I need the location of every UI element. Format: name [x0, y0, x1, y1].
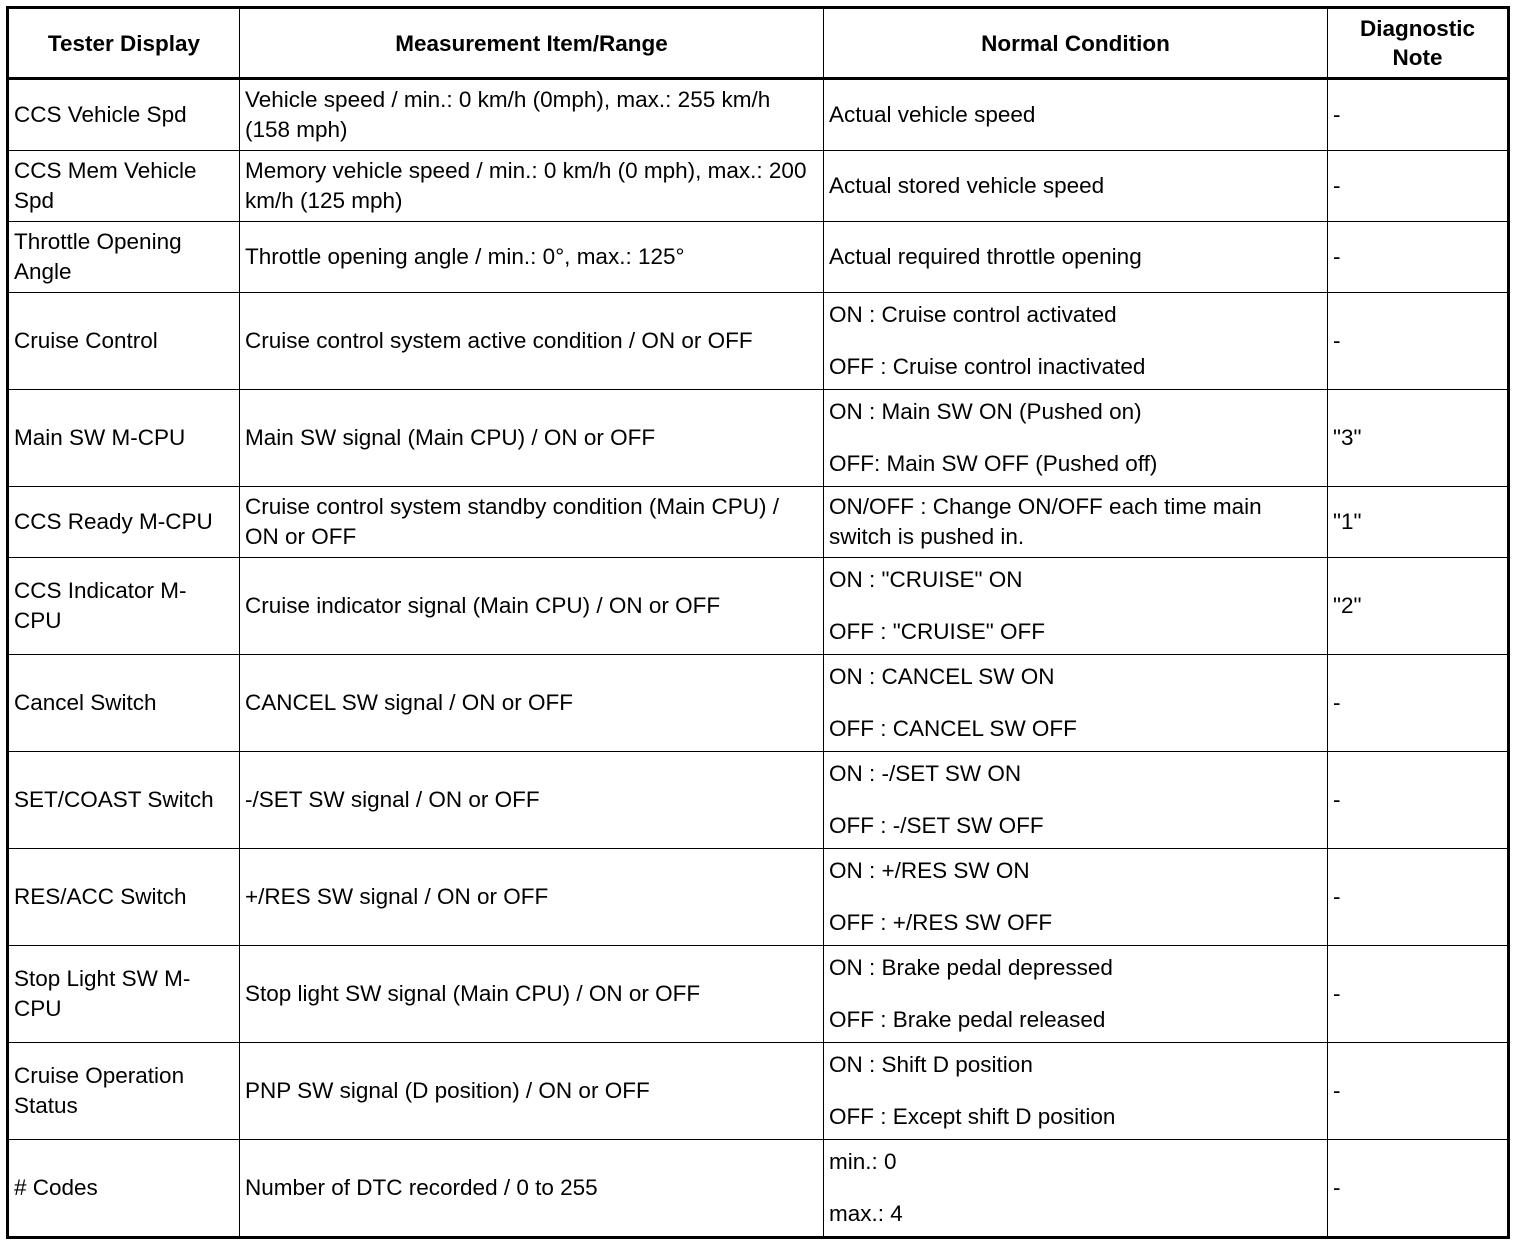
condition-on-text: min.: 0 — [829, 1149, 897, 1174]
measurement-cell: Cruise control system active condition / ON or OFF — [240, 293, 824, 390]
table-row — [8, 946, 1509, 1043]
condition-on-text: ON : +/RES SW ON — [829, 858, 1030, 883]
measurement-cell: Number of DTC recorded / 0 to 255 — [240, 1140, 824, 1238]
diagnostic-note-cell: - — [1328, 1140, 1509, 1238]
measurement-cell: Cruise indicator signal (Main CPU) / ON or OFF — [240, 558, 824, 655]
measurement-cell: Cruise control system standby condition (Main CPU) / ON or OFF — [240, 487, 824, 558]
normal-condition-cell — [824, 1140, 1328, 1238]
diagnostic-note-cell: "3" — [1328, 390, 1509, 487]
header-normal-condition: Normal Condition — [824, 8, 1328, 79]
header-tester-display: Tester Display — [8, 8, 240, 79]
diagnostic-note-cell: - — [1328, 293, 1509, 390]
diagnostic-note-cell: "1" — [1328, 487, 1509, 558]
table-header-row — [8, 8, 1509, 79]
tester-display-cell: Cancel Switch — [8, 655, 240, 752]
condition-off-text: OFF : Except shift D position — [829, 1104, 1116, 1129]
normal-condition-cell: Actual stored vehicle speed — [824, 151, 1328, 222]
measurement-cell: Vehicle speed / min.: 0 km/h (0mph), max.: 255 km/h (158 mph) — [240, 79, 824, 151]
table-row — [8, 558, 1509, 655]
normal-condition-cell — [824, 946, 1328, 1043]
header-diagnostic-note-line2: Note — [1392, 45, 1443, 70]
table-row — [8, 390, 1509, 487]
table-row — [8, 1140, 1509, 1238]
measurement-cell: PNP SW signal (D position) / ON or OFF — [240, 1043, 824, 1140]
normal-condition-cell — [824, 849, 1328, 946]
measurement-cell: Main SW signal (Main CPU) / ON or OFF — [240, 390, 824, 487]
tester-display-cell: Main SW M-CPU — [8, 390, 240, 487]
diagnostic-note-cell: - — [1328, 849, 1509, 946]
diagnostic-note-cell: - — [1328, 655, 1509, 752]
tester-display-cell: Cruise Control — [8, 293, 240, 390]
diagnostic-note-cell: - — [1328, 1043, 1509, 1140]
table-row — [8, 655, 1509, 752]
table-row — [8, 1043, 1509, 1140]
tester-display-cell: SET/COAST Switch — [8, 752, 240, 849]
condition-off-text: OFF : +/RES SW OFF — [829, 910, 1053, 935]
normal-condition-cell: Actual required throttle opening — [824, 222, 1328, 293]
tester-display-cell: CCS Mem Vehicle Spd — [8, 151, 240, 222]
normal-condition-cell — [824, 1043, 1328, 1140]
table-row — [8, 151, 1509, 222]
header-measurement-item: Measurement Item/Range — [240, 8, 824, 79]
normal-condition-cell — [824, 558, 1328, 655]
condition-on-text: ON : CANCEL SW ON — [829, 664, 1055, 689]
table-row — [8, 487, 1509, 558]
measurement-cell: +/RES SW signal / ON or OFF — [240, 849, 824, 946]
normal-condition-cell — [824, 293, 1328, 390]
condition-on-text: ON : Shift D position — [829, 1052, 1033, 1077]
tester-display-cell: CCS Ready M-CPU — [8, 487, 240, 558]
measurement-cell: Throttle opening angle / min.: 0°, max.: 125° — [240, 222, 824, 293]
diagnostic-note-cell: - — [1328, 79, 1509, 151]
tester-display-cell: Cruise Operation Status — [8, 1043, 240, 1140]
tester-display-cell: Throttle Opening Angle — [8, 222, 240, 293]
condition-off-text: max.: 4 — [829, 1201, 903, 1226]
table-row — [8, 79, 1509, 151]
diagnostic-note-cell: "2" — [1328, 558, 1509, 655]
header-diagnostic-note — [1328, 8, 1509, 79]
table-row — [8, 752, 1509, 849]
tester-display-cell: # Codes — [8, 1140, 240, 1238]
header-diagnostic-note-line1: Diagnostic — [1359, 16, 1476, 41]
table-row — [8, 293, 1509, 390]
table-row — [8, 222, 1509, 293]
measurement-cell: Memory vehicle speed / min.: 0 km/h (0 mph), max.: 200 km/h (125 mph) — [240, 151, 824, 222]
condition-on-text: ON : "CRUISE" ON — [829, 567, 1023, 592]
condition-off-text: OFF : -/SET SW OFF — [829, 813, 1044, 838]
condition-off-text: OFF : CANCEL SW OFF — [829, 716, 1077, 741]
tester-display-cell: RES/ACC Switch — [8, 849, 240, 946]
measurement-cell: Stop light SW signal (Main CPU) / ON or OFF — [240, 946, 824, 1043]
normal-condition-cell: ON/OFF : Change ON/OFF each time main switch is pushed in. — [824, 487, 1328, 558]
condition-off-text: OFF : Cruise control inactivated — [829, 354, 1146, 379]
measurement-cell: -/SET SW signal / ON or OFF — [240, 752, 824, 849]
diagnostic-note-cell: - — [1328, 222, 1509, 293]
normal-condition-cell — [824, 390, 1328, 487]
tester-display-cell: Stop Light SW M-CPU — [8, 946, 240, 1043]
diagnostic-data-table — [6, 6, 1510, 1239]
condition-on-text: ON : Main SW ON (Pushed on) — [829, 399, 1142, 424]
tester-display-cell: CCS Indicator M-CPU — [8, 558, 240, 655]
tester-display-cell: CCS Vehicle Spd — [8, 79, 240, 151]
condition-on-text: ON : Brake pedal depressed — [829, 955, 1113, 980]
condition-off-text: OFF: Main SW OFF (Pushed off) — [829, 451, 1158, 476]
diagnostic-note-cell: - — [1328, 946, 1509, 1043]
measurement-cell: CANCEL SW signal / ON or OFF — [240, 655, 824, 752]
diagnostic-note-cell: - — [1328, 151, 1509, 222]
table-row — [8, 849, 1509, 946]
normal-condition-cell — [824, 752, 1328, 849]
condition-on-text: ON : -/SET SW ON — [829, 761, 1022, 786]
condition-off-text: OFF : Brake pedal released — [829, 1007, 1106, 1032]
condition-on-text: ON : Cruise control activated — [829, 302, 1117, 327]
normal-condition-cell — [824, 655, 1328, 752]
diagnostic-note-cell: - — [1328, 752, 1509, 849]
condition-off-text: OFF : "CRUISE" OFF — [829, 619, 1045, 644]
normal-condition-cell: Actual vehicle speed — [824, 79, 1328, 151]
